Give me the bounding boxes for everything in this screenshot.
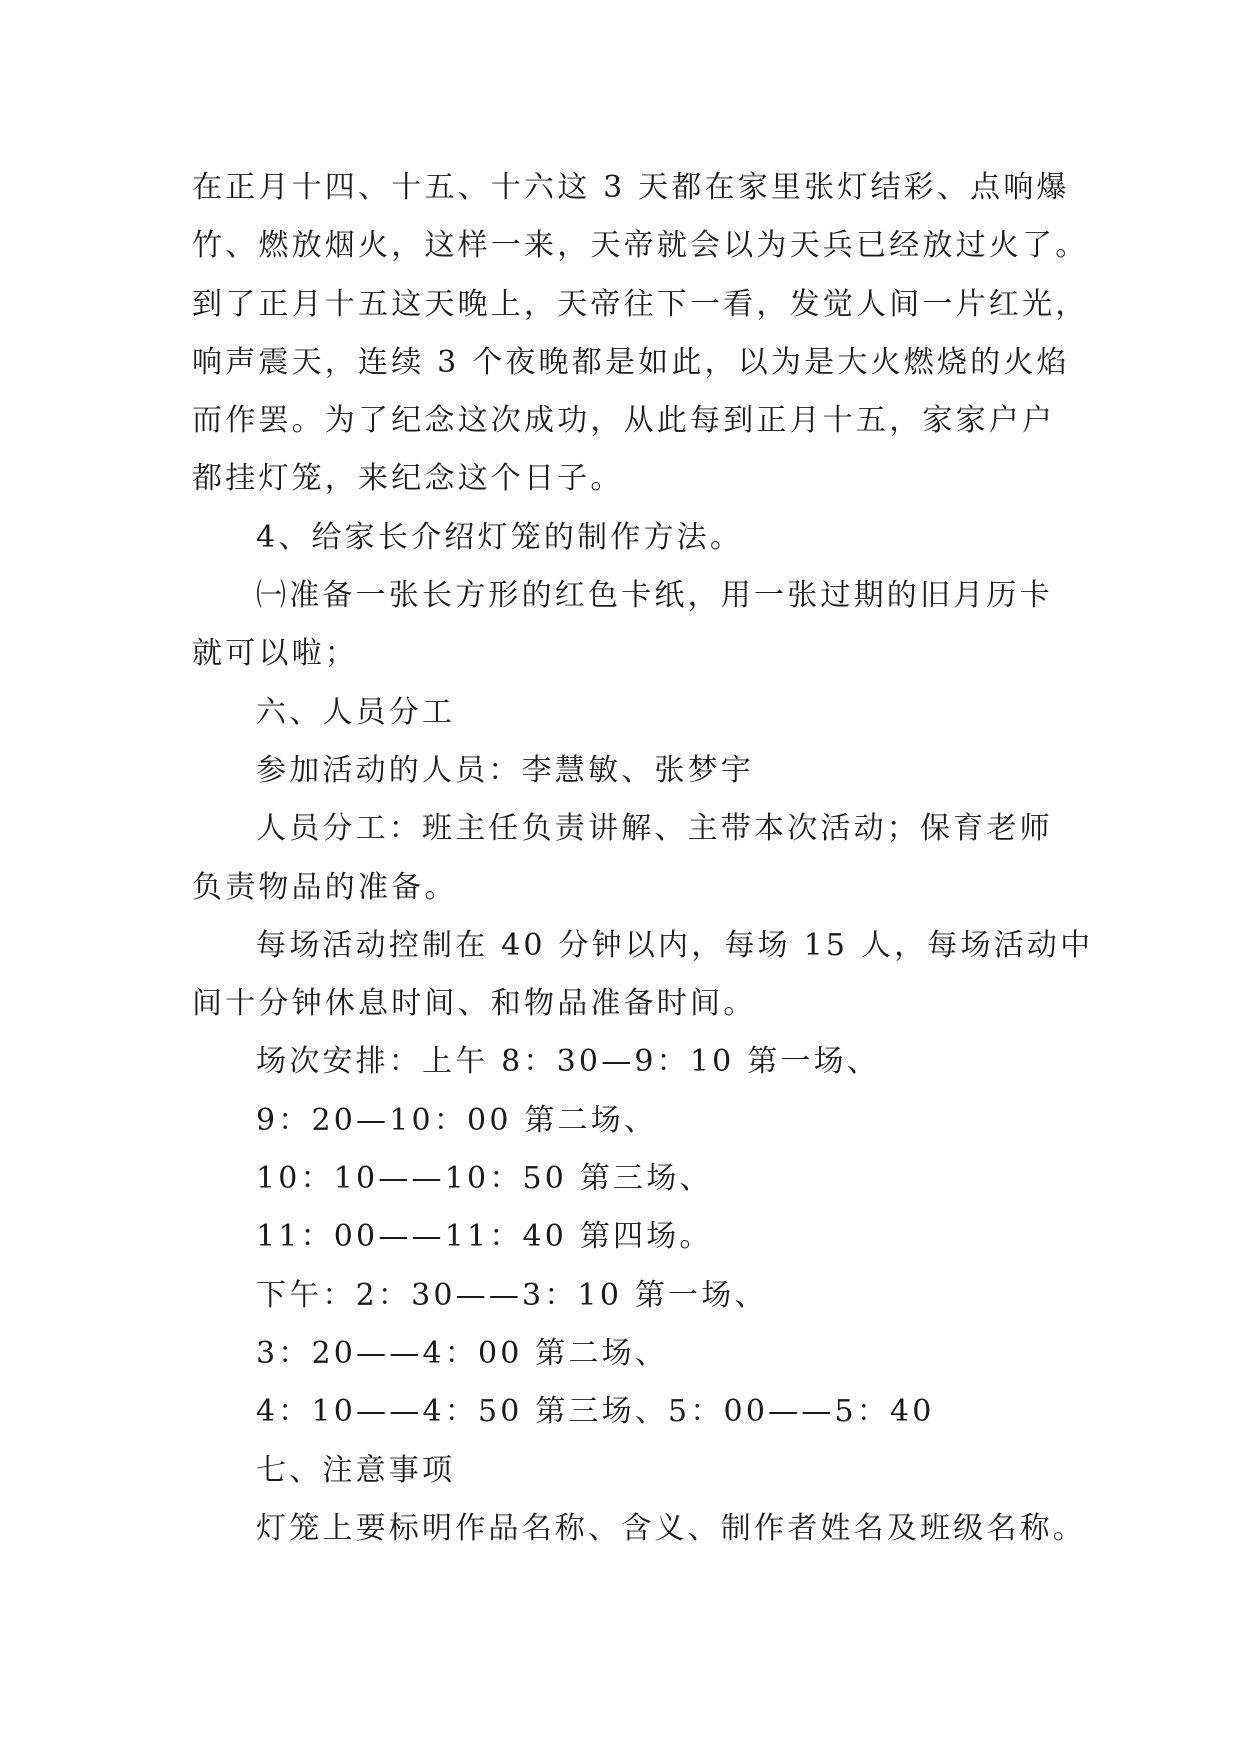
- text-line: 间十分钟休息时间、和物品准备时间。: [192, 986, 757, 1022]
- text-line: 负责物品的准备。: [192, 869, 458, 905]
- section-heading: 六、人员分工: [256, 694, 456, 730]
- text-line: 人员分工：班主任负责讲解、主带本次活动；保育老师: [256, 811, 1053, 847]
- text-line: 每场活动控制在 40 分钟以内，每场 15 人，每场活动中: [256, 927, 1094, 963]
- document-body: [192, 159, 1094, 1558]
- text-line: 就可以啦；: [192, 636, 358, 672]
- section-heading: 4、给家长介绍灯笼的制作方法。: [256, 519, 744, 555]
- schedule-line: 11：00——11：40 第四场。: [256, 1219, 713, 1255]
- text-line: 到了正月十五这天晚上，天帝往下一看，发觉人间一片红光，: [192, 286, 1089, 322]
- schedule-line: 9：20—10：00 第二场、: [256, 1102, 658, 1138]
- text-line: 在正月十四、十五、十六这 3 天都在家里张灯结彩、点响爆: [192, 170, 1070, 205]
- schedule-line: 场次安排：上午 8：30—9：10 第一场、: [256, 1044, 880, 1080]
- text-line: 灯笼上要标明作品名称、含义、制作者姓名及班级名称。: [256, 1510, 1086, 1546]
- schedule-line: 3：20——4：00 第二场、: [256, 1335, 669, 1371]
- schedule-line: 4：10——4：50 第三场、5：00——5：40: [256, 1394, 935, 1430]
- schedule-line: 下午：2：30——3：10 第一场、: [256, 1277, 768, 1313]
- schedule-line: 10：10——10：50 第三场、: [256, 1161, 713, 1197]
- section-heading: 七、注意事项: [256, 1452, 456, 1488]
- text-line: 响声震天，连续 3 个夜晚都是如此，以为是大火燃烧的火焰: [192, 344, 1070, 380]
- text-line: 竹、燃放烟火，这样一来，天帝就会以为天兵已经放过火了。: [192, 228, 1089, 264]
- text-line: ㈠准备一张长方形的红色卡纸，用一张过期的旧月历卡: [256, 578, 1053, 614]
- text-line: 而作罢。为了纪念这次成功，从此每到正月十五，家家户户: [192, 403, 1056, 439]
- text-line: 都挂灯笼，来纪念这个日子。: [192, 461, 624, 497]
- text-line: 参加活动的人员：李慧敏、张梦宇: [256, 752, 754, 788]
